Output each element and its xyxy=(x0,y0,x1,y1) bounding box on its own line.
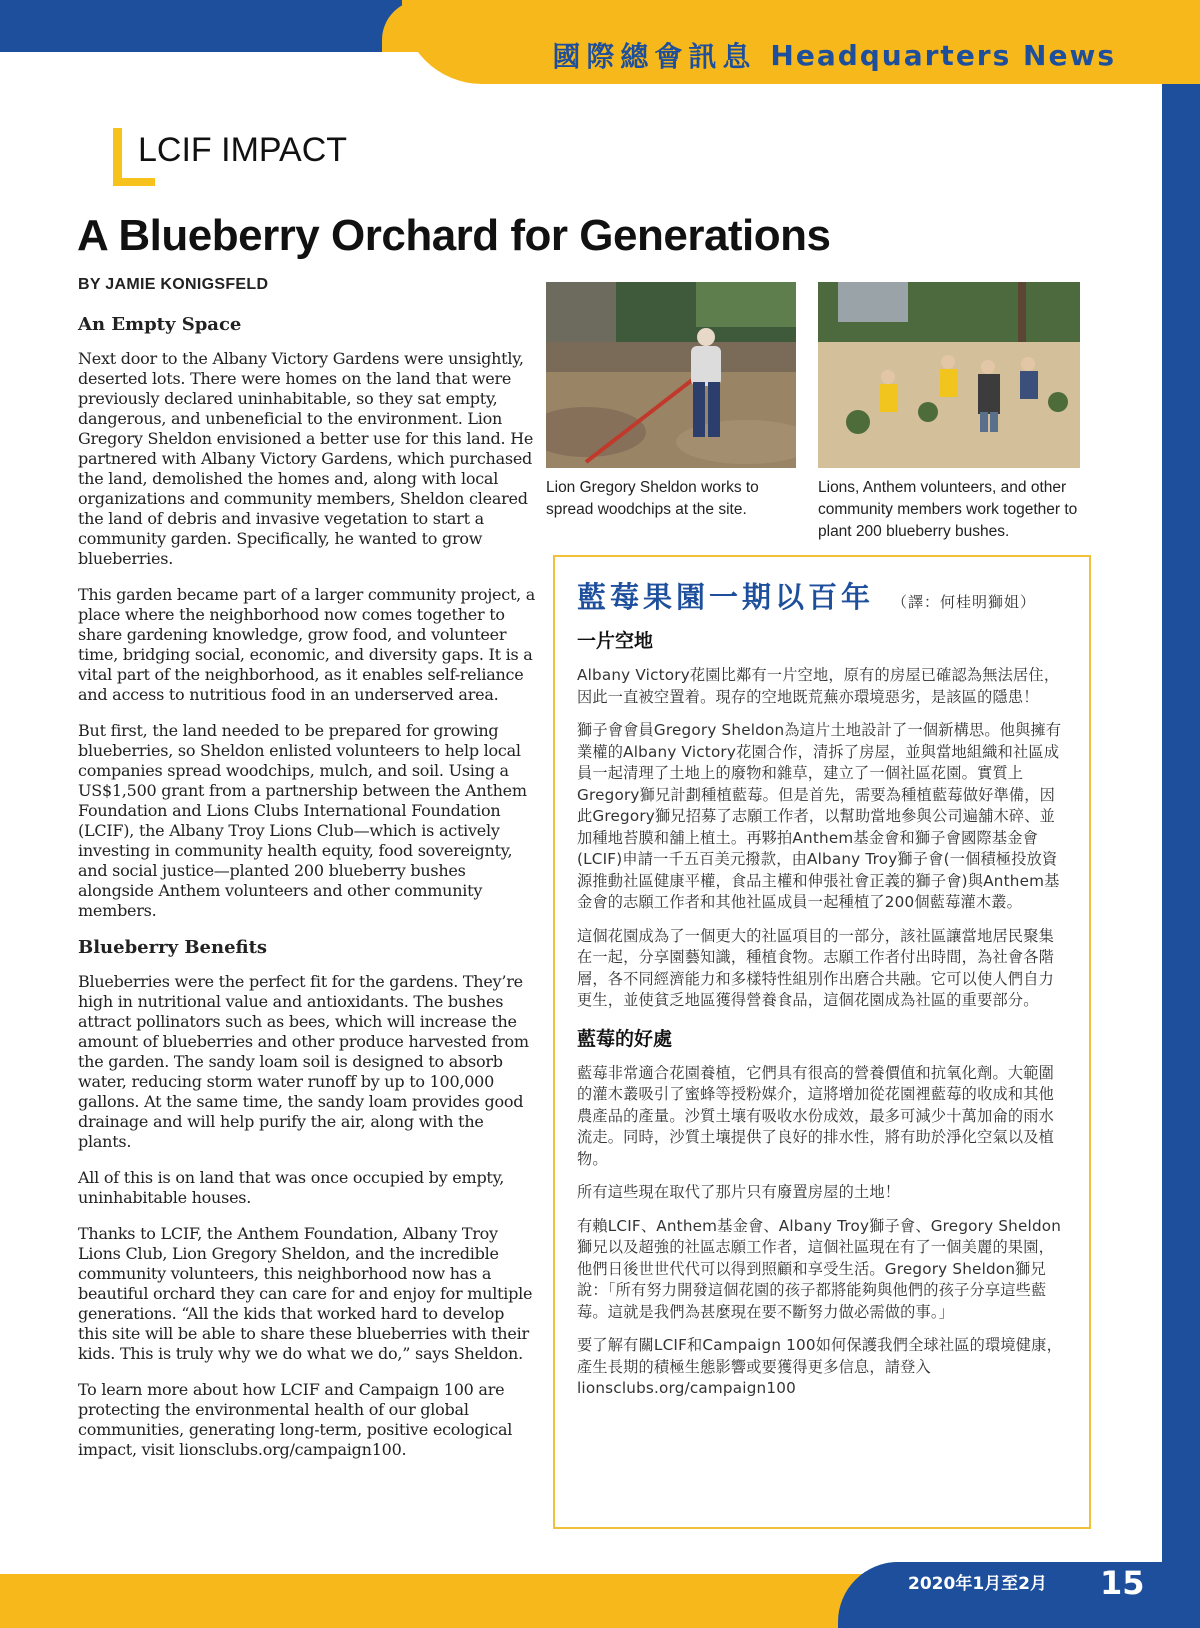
zh-paragraph: 要了解有關LCIF和Campaign 100如何保護我們全球社區的環境健康，產生長期的積極生態影響或要獲得更多信息，請登入lionsclubs.org/campaign100 xyxy=(577,1336,1062,1397)
subheading-blueberry-benefits: Blueberry Benefits xyxy=(78,937,268,958)
subheading-empty-space: An Empty Space xyxy=(78,314,242,335)
zh-paragraph: Albany Victory花園比鄰有一片空地，原有的房屋已確認為無法居住，因此一直被空置着。現存的空地既荒蕪亦環境惡劣，是該區的隱患！ xyxy=(577,666,1060,706)
zh-paragraph: 所有這些現在取代了那片只有廢置房屋的土地！ xyxy=(577,1183,901,1201)
paragraph: Thanks to LCIF, the Anthem Foundation, Albany Troy Lions Club, Lion Gregory Sheldon, and the incredible community volunteers, this neighborhood now has a beautiful orchard they can care for and enjoy for multiple generations. “All the kids that worked hard to develop this site will be able to share these blueberries with their kids. This is truly why we do what we do,” says Sheldon. xyxy=(78,1224,533,1363)
chinese-translation-box xyxy=(553,555,1091,1529)
zh-paragraph: 有賴LCIF、Anthem基金會、Albany Troy獅子會、Gregory Sheldon獅兄以及超強的社區志願工作者，這個社區現在有了一個美麗的果園，他們日後世世代代可以得到照顧和享受生活。Gregory Sheldon獅兄說：「所有努力開發這個花園的孩子都將能夠與他們的孩子分享這些藍莓。這就是我們為甚麼現在要不斷努力做必需做的事。」 xyxy=(577,1216,1062,1321)
paragraph: But first, the land needed to be prepared for growing blueberries, so Sheldon enlisted volunteers to help local companies spread woodchips, mulch, and soil. Using a US$1,500 grant from a partnership between the Anthem Foundation and Lions Clubs International Foundation (LCIF), the Albany Troy Lions Club—which is actively investing in community health equity, food sovereignty, and social justice—planted 200 blueberry bushes alongside Anthem volunteers and other community members. xyxy=(78,721,527,920)
zh-title: 藍莓果園一期以百年 xyxy=(577,580,875,614)
zh-title-row xyxy=(577,575,1069,616)
footer-date: 2020年1月至2月 xyxy=(908,1574,1047,1594)
caption-photo-planting: Lions, Anthem volunteers, and other community members work together to plant 200 blueberry bushes. xyxy=(818,479,1078,540)
photo-woodchips xyxy=(546,282,796,468)
header-title-zh: 國際總會訊息 xyxy=(552,40,757,73)
paragraph: All of this is on land that was once occupied by empty, uninhabitable houses. xyxy=(78,1168,505,1207)
caption-photo-woodchips: Lion Gregory Sheldon works to spread woodchips at the site. xyxy=(546,479,759,518)
zh-paragraph: 藍莓非常適合花園養植，它們具有很高的營養價值和抗氧化劑。大範圍的灌木叢吸引了蜜蜂等授粉媒介，這將增加從花園裡藍莓的收成和其他農產品的產量。沙質土壤有吸收水份成效，最多可減少十萬加侖的雨水流走。同時，沙質土壤提供了良好的排水性，將有助於淨化空氣以及植物。 xyxy=(577,1063,1055,1168)
zh-subheading-empty-space: 一片空地 xyxy=(577,630,654,652)
right-blue-stripe xyxy=(1162,84,1200,1594)
header-title xyxy=(552,30,1116,80)
header-title-en: Headquarters News xyxy=(770,38,1116,72)
paragraph: This garden became part of a larger community project, a place where the neighborhood now comes together to share gardening knowledge, grow food, and volunteer time, bridging social, economic, and diversity gaps. It is a vital part of the neighborhood, as it enables self-reliance and access to nutritious food in an underserved area. xyxy=(78,585,536,704)
zh-credit: （譯：何桂明獅姐） xyxy=(892,593,1037,611)
article-title: A Blueberry Orchard for Generations xyxy=(77,211,831,260)
zh-paragraph: 這個花園成為了一個更大的社區項目的一部分，該社區讓當地居民聚集在一起，分享園藝知識，種植食物。志願工作者付出時間，為社會各階層，各不同經濟能力和多樣特性組別作出磨合共融。它可以使人們自力更生，並使貧乏地區獲得營養食品，這個花園成為社區的重要部分。 xyxy=(577,926,1055,1009)
paragraph: Next door to the Albany Victory Gardens were unsightly, deserted lots. There were homes on the land that were previously declared uninhabitable, so they sat empty, dangerous, and unbeneficial to the environment. Lion Gregory Sheldon envisioned a better use for this land. He partnered with Albany Victory Gardens, which purchased the land, demolished the homes and, along with local organizations and community members, Sheldon cleared the land of debris and invasive vegetation to start a community garden. Specifically, he wanted to grow blueberries. xyxy=(78,349,534,568)
zh-paragraph: 獅子會會員Gregory Sheldon為這片土地設計了一個新構思。他與擁有業權的Albany Victory花園合作，清拆了房屋，並與當地組織和社區成員一起清理了土地上的廢物和雜草，建立了一個社區花園。實質上Gregory獅兄計劃種植藍莓。但是首先，需要為種植藍莓做好準備，因此Gregory獅兄招募了志願工作者，以幫助當地參與公司遍舖木碎、並加種地苔膜和舖上植土。再夥拍Anthem基金會和獅子會國際基金會(LCIF)申請一千五百美元撥款，由Albany Troy獅子會(一個積極投放資源推動社區健康平權，食品主權和伸張社會正義的獅子會)與Anthem基金會的志願工作者和其他社區成員一起種植了200個藍莓灌木叢。 xyxy=(577,721,1062,911)
article-byline: BY JAMIE KONIGSFELD xyxy=(78,276,269,293)
zh-subheading-benefits: 藍莓的好處 xyxy=(577,1027,673,1050)
paragraph: Blueberries were the perfect fit for the gardens. They’re high in nutritional value and antioxidants. The bushes attract pollinators such as bees, which will increase the amount of blueberries and other produce harvested from the garden. The sandy loam soil is designed to absorb water, reducing storm water runoff by up to 100,000 gallons. At the same time, the sandy loam provides good drainage and will help purify the air, along with the plants. xyxy=(78,972,529,1151)
section-bracket-foot xyxy=(113,178,155,186)
section-label: LCIF IMPACT xyxy=(138,131,348,169)
english-column xyxy=(78,314,536,1476)
photo-planting xyxy=(818,282,1080,468)
page-number: 15 xyxy=(1100,1564,1145,1602)
paragraph: To learn more about how LCIF and Campaign 100 are protecting the environmental health of our global communities, generating long-term, positive ecological impact, visit lionsclubs.org/campaign100. xyxy=(78,1380,513,1459)
